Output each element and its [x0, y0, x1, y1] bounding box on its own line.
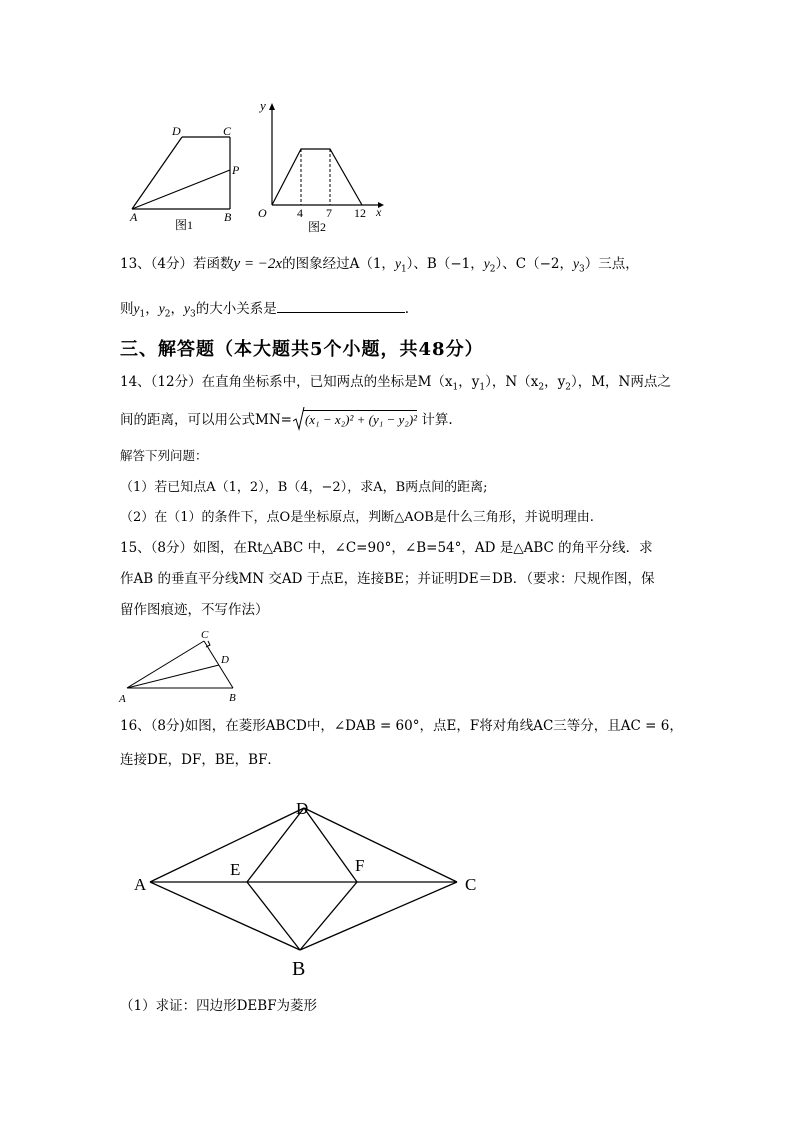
q16-rhombus-figure [125, 790, 495, 985]
fig1-label-d: D [172, 124, 181, 138]
figure-2 [250, 98, 390, 238]
q15-label-b: B [229, 692, 236, 704]
q16-label-c: C [465, 875, 477, 894]
q14-line1: 14、（12分）在直角坐标系中，已知两点的坐标是$M(x_1$，$y_1$），$N(x_2$，$y_2$），M，N两点之 [120, 374, 671, 393]
q13-function: y = −2x [233, 256, 283, 272]
q14-part1: （1）若已知点A（1，2），B（4，−2），求A，B两点间的距离; [120, 480, 488, 495]
fig1-label-b: B [224, 210, 232, 224]
fig2-tick-4: 4 [297, 206, 303, 220]
q15-line2: 作AB 的垂直平分线MN 交AD 于点E，连接BE；并证明DE＝DB．（要求：尺规作图，保 [120, 571, 655, 587]
q16-line2: 连接DE，DF，BE，BF． [120, 752, 281, 768]
q16-label-a: A [134, 875, 147, 894]
fig1-label-p: P [232, 163, 240, 177]
fig2-caption: 图2 [308, 220, 327, 234]
q16-label-e: E [230, 860, 241, 879]
q15-label-c: C [201, 629, 209, 641]
fig2-tick-12: 12 [354, 206, 366, 220]
q15-line1: 15、（8分）如图，在Rt△ABC 中，∠C=90°，∠B=54°，AD 是△ABC 的角平分线．求 [120, 540, 653, 556]
q15-line3: 留作图痕迹，不写作法） [120, 602, 269, 618]
q16-label-b: B [292, 958, 306, 980]
q16-line1: 16、（8分)如图，在菱形ABCD中，∠DAB = 60°，点E，F将对角线AC三等分，且AC = 6， [120, 718, 683, 734]
q15-label-d: D [221, 654, 229, 666]
q16-label-d: D [296, 799, 309, 818]
q13-line2: 则$y_1$，$y_2$，$y_3$的大小关系是 . [120, 301, 409, 320]
q14-intro: 解答下列问题： [120, 448, 208, 463]
q14-part2: （2）在（1）的条件下，点O是坐标原点，判断△AOB是什么三角形，并说明理由. [120, 510, 594, 525]
section-3-title: 三、解答题（本大题共5个小题，共48分） [120, 339, 484, 360]
q15-label-a: A [119, 693, 126, 705]
fig2-label-x: x [376, 205, 382, 219]
q16-part1: （1）求证：四边形DEBF为菱形 [120, 998, 318, 1014]
fig2-label-y: y [260, 98, 266, 113]
fig2-label-o: O [258, 206, 267, 220]
q13-answer-blank [277, 300, 405, 313]
q15-triangle-figure [115, 625, 255, 710]
q16-label-f: F [355, 856, 365, 875]
fig2-tick-7: 7 [326, 206, 332, 220]
fig1-label-a: A [130, 210, 138, 224]
q14-line2: 间的距离，可以用公式MN= (x₁ − x₂)² + (y₁ − y₂)² 计算. [120, 413, 453, 428]
fig1-caption: 图1 [175, 218, 194, 232]
figure-1 [120, 95, 250, 235]
q13-line1: 13、（4分）若函数y = −2x的图象经过A（1，$y_1$）、B（−1，$y_2$）、C（−2，$y_3$）三点， [120, 256, 639, 275]
distance-formula: (x₁ − x₂)² + (y₁ − y₂)² [292, 413, 417, 428]
fig1-label-c: C [223, 124, 232, 138]
